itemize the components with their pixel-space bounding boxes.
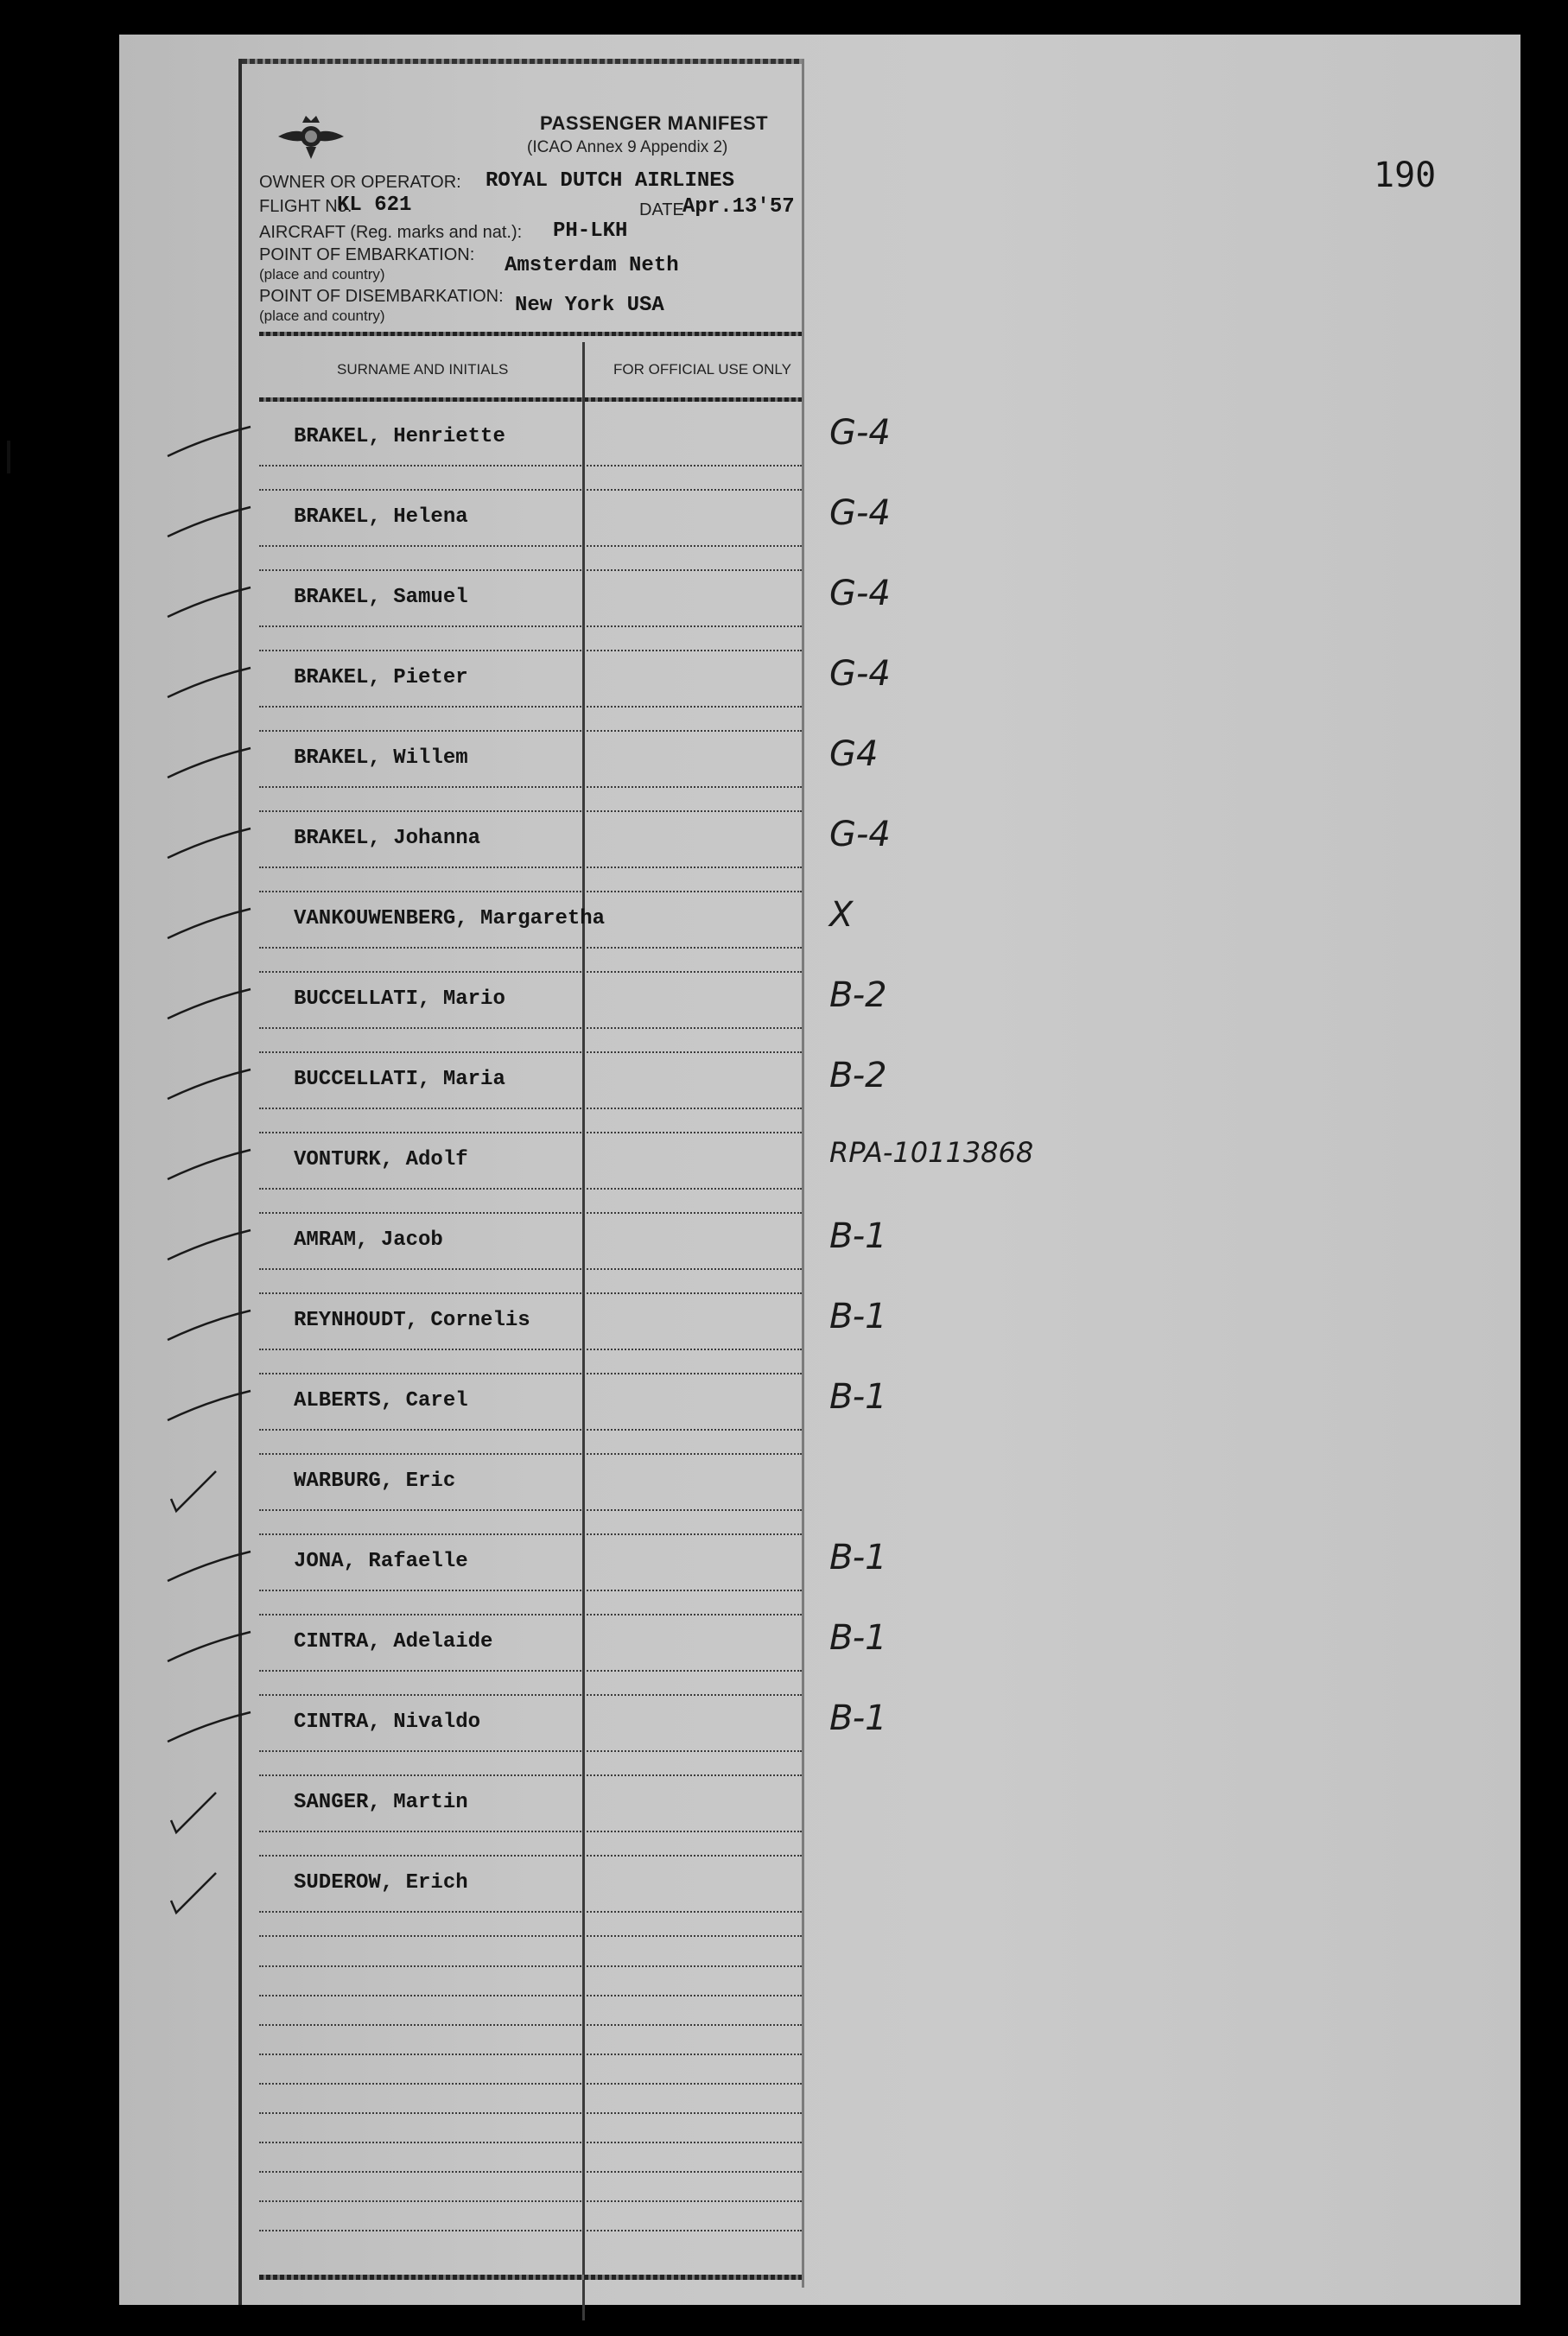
row-line xyxy=(259,1509,802,1511)
blank-row-line xyxy=(259,2230,802,2231)
header-rule xyxy=(259,332,802,336)
embarkation-sub-label: (place and country) xyxy=(259,266,385,282)
check-mark-icon xyxy=(164,1466,268,1518)
passenger-name: CINTRA, Nivaldo xyxy=(294,1711,481,1734)
passenger-name: VANKOUWENBERG, Margaretha xyxy=(294,907,606,930)
row-line xyxy=(259,1373,802,1374)
official-annotation: B-1 xyxy=(829,1216,887,1256)
manifest-subtitle: (ICAO Annex 9 Appendix 2) xyxy=(527,138,728,156)
column-header-official: FOR OFFICIAL USE ONLY xyxy=(613,361,791,378)
pen-stroke-icon xyxy=(164,663,268,714)
manifest-form xyxy=(238,59,1034,2305)
passenger-name: BRAKEL, Johanna xyxy=(294,827,481,850)
official-annotation: B-1 xyxy=(829,1618,887,1658)
pen-stroke-icon xyxy=(164,904,268,955)
passenger-name: BUCCELLATI, Maria xyxy=(294,1068,505,1091)
passenger-name: WARBURG, Eric xyxy=(294,1470,456,1493)
owner-value: ROYAL DUTCH AIRLINES xyxy=(486,169,735,193)
row-line xyxy=(259,971,802,973)
passenger-name: REYNHOUDT, Cornelis xyxy=(294,1309,530,1332)
blank-row-line xyxy=(259,2142,802,2143)
official-annotation: B-1 xyxy=(829,1698,887,1738)
official-annotation: G-4 xyxy=(829,654,891,694)
passenger-name: BRAKEL, Pieter xyxy=(294,666,468,689)
passenger-name: CINTRA, Adelaide xyxy=(294,1630,493,1654)
row-line xyxy=(259,706,802,708)
row-line xyxy=(259,786,802,788)
blank-row-line xyxy=(259,2171,802,2173)
official-annotation: B-1 xyxy=(829,1297,887,1336)
row-line xyxy=(259,545,802,547)
official-annotation: B-1 xyxy=(829,1377,887,1417)
margin-mark xyxy=(7,441,10,473)
row-line xyxy=(259,810,802,812)
pen-stroke-icon xyxy=(164,1305,268,1357)
row-line xyxy=(259,891,802,892)
row-line xyxy=(259,866,802,868)
bottom-rule xyxy=(259,2275,802,2280)
row-line xyxy=(259,1051,802,1053)
official-annotation: G4 xyxy=(829,734,879,774)
date-label: DATE xyxy=(639,200,684,219)
passenger-name: BRAKEL, Helena xyxy=(294,505,468,529)
flight-label: FLIGHT No. xyxy=(259,197,352,216)
official-annotation: B-2 xyxy=(829,1056,887,1095)
check-mark-icon xyxy=(164,1787,268,1839)
pen-stroke-icon xyxy=(164,984,268,1036)
blank-row-line xyxy=(259,2200,802,2202)
row-line xyxy=(259,1831,802,1832)
row-line xyxy=(259,1212,802,1214)
row-line xyxy=(259,730,802,732)
row-line xyxy=(259,1590,802,1591)
row-line xyxy=(259,1855,802,1857)
row-line xyxy=(259,1774,802,1776)
row-line xyxy=(259,1694,802,1696)
row-line xyxy=(259,489,802,491)
pen-stroke-icon xyxy=(164,1386,268,1438)
row-line xyxy=(259,1750,802,1752)
klm-crown-logo-icon xyxy=(276,111,346,162)
blank-row-line xyxy=(259,1995,802,1996)
row-line xyxy=(259,1911,802,1913)
blank-row-line xyxy=(259,2112,802,2114)
passenger-name: AMRAM, Jacob xyxy=(294,1228,443,1252)
row-line xyxy=(259,625,802,627)
blank-row-line xyxy=(259,2083,802,2085)
official-annotation: G-4 xyxy=(829,574,891,613)
aircraft-label: AIRCRAFT (Reg. marks and nat.): xyxy=(259,223,523,242)
row-line xyxy=(259,1108,802,1109)
pen-stroke-icon xyxy=(164,1145,268,1197)
blank-row-line xyxy=(259,1965,802,1967)
owner-label: OWNER OR OPERATOR: xyxy=(259,173,461,192)
official-annotation: X xyxy=(829,895,854,935)
row-line xyxy=(259,1429,802,1431)
passenger-name: SANGER, Martin xyxy=(294,1791,468,1814)
passenger-name: BRAKEL, Willem xyxy=(294,746,468,770)
row-line xyxy=(259,569,802,571)
blank-row-line xyxy=(259,2024,802,2026)
pen-stroke-icon xyxy=(164,1064,268,1116)
pen-stroke-icon xyxy=(164,1627,268,1679)
pen-stroke-icon xyxy=(164,422,268,473)
embarkation-value: Amsterdam Neth xyxy=(505,254,679,277)
passenger-name: BRAKEL, Henriette xyxy=(294,425,505,448)
passenger-name: VONTURK, Adolf xyxy=(294,1148,468,1171)
row-line xyxy=(259,1349,802,1350)
pen-stroke-icon xyxy=(164,502,268,554)
embarkation-label: POINT OF EMBARKATION: xyxy=(259,245,475,264)
official-annotation: G-4 xyxy=(829,815,891,854)
disembarkation-sub-label: (place and country) xyxy=(259,308,385,324)
flight-value: KL 621 xyxy=(337,194,412,217)
row-line xyxy=(259,1614,802,1616)
row-line xyxy=(259,650,802,651)
row-line xyxy=(259,947,802,949)
passenger-name: BRAKEL, Samuel xyxy=(294,586,468,609)
row-line xyxy=(259,1132,802,1133)
official-annotation: B-2 xyxy=(829,975,887,1015)
column-header-names: SURNAME AND INITIALS xyxy=(337,361,509,378)
row-line xyxy=(259,1268,802,1270)
page-number: 190 xyxy=(1374,156,1437,195)
pen-stroke-icon xyxy=(164,1546,268,1598)
passenger-name: JONA, Rafaelle xyxy=(294,1550,468,1573)
passenger-name: BUCCELLATI, Mario xyxy=(294,987,505,1011)
row-line xyxy=(259,1292,802,1294)
passenger-name: SUDEROW, Erich xyxy=(294,1871,468,1895)
row-line xyxy=(259,1188,802,1190)
official-annotation: G-4 xyxy=(829,493,891,533)
official-annotation: B-1 xyxy=(829,1538,887,1577)
aircraft-value: PH-LKH xyxy=(553,219,628,243)
passenger-name: ALBERTS, Carel xyxy=(294,1389,468,1412)
date-value: Apr.13'57 xyxy=(682,195,795,219)
row-line xyxy=(259,465,802,467)
form-right-edge xyxy=(802,59,804,2288)
pen-stroke-icon xyxy=(164,743,268,795)
disembarkation-label: POINT OF DISEMBARKATION: xyxy=(259,287,504,306)
manifest-title: PASSENGER MANIFEST xyxy=(540,112,769,134)
pen-stroke-icon xyxy=(164,1225,268,1277)
row-line xyxy=(259,1453,802,1455)
blank-row-line xyxy=(259,2054,802,2055)
disembarkation-value: New York USA xyxy=(515,294,664,317)
column-header-rule xyxy=(259,397,802,402)
check-mark-icon xyxy=(164,1868,268,1920)
row-line xyxy=(259,1027,802,1029)
row-line xyxy=(259,1935,802,1937)
pen-stroke-icon xyxy=(164,823,268,875)
official-annotation: RPA-10113868 xyxy=(829,1136,1034,1169)
top-rule xyxy=(242,59,802,64)
official-annotation: G-4 xyxy=(829,413,891,453)
pen-stroke-icon xyxy=(164,582,268,634)
row-line xyxy=(259,1533,802,1535)
pen-stroke-icon xyxy=(164,1707,268,1759)
row-line xyxy=(259,1670,802,1672)
